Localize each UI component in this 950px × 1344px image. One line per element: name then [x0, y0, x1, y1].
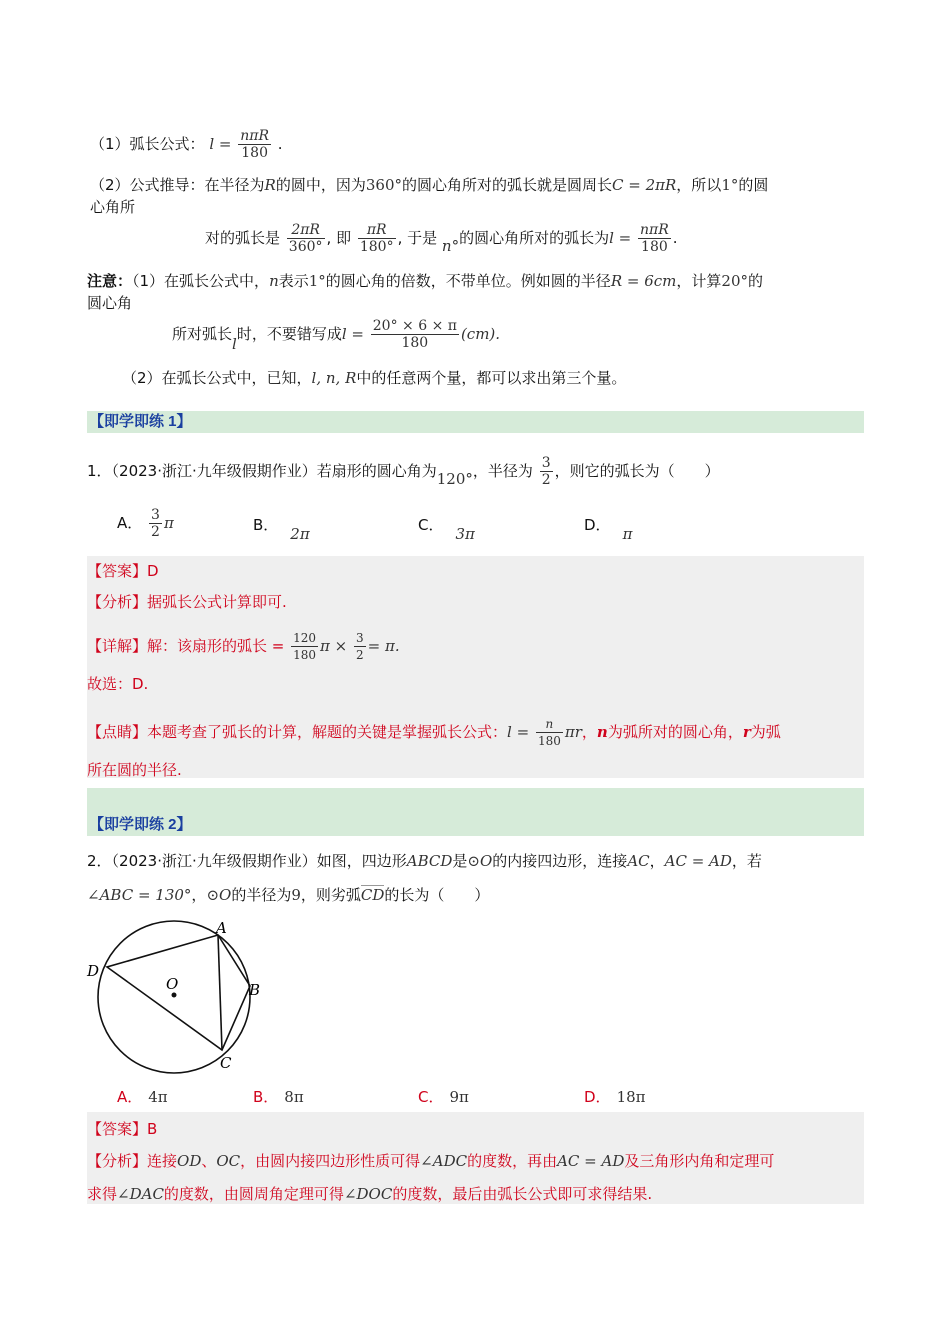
text: ，若 [731, 852, 762, 870]
practice-2-header [87, 788, 864, 836]
option-letter: C． [418, 516, 444, 534]
practice-2-label: 【即学即练 2】 [89, 816, 192, 833]
fraction [238, 128, 271, 161]
answer-1 [87, 561, 159, 581]
fraction-denominator: 180° [359, 239, 394, 255]
fraction-numerator: n [536, 716, 563, 733]
text: 本题考查了弧长的计算，解题的关键是掌握弧长公式： [147, 723, 508, 741]
option-b[interactable] [253, 1087, 304, 1107]
analysis-tag: 【分析】 [87, 593, 148, 611]
practice-1-header [87, 411, 864, 433]
math: R [264, 176, 276, 194]
text: 、 [201, 1152, 217, 1170]
text: 的度数，再由 [467, 1152, 558, 1170]
note-label: 注意： [87, 272, 133, 290]
text: 中的任意两个量，都可以求出第三个量。 [356, 369, 627, 387]
option-c[interactable] [418, 515, 475, 543]
analysis-1 [87, 592, 287, 612]
fraction-numerator: 3 [541, 455, 551, 471]
math: AC = AD [664, 852, 732, 870]
text: 连接 [147, 1152, 178, 1170]
text: 解：该扇形的弧长 = [147, 637, 285, 655]
practice-1-label: 【即学即练 1】 [89, 413, 192, 430]
question-number: 2． [87, 852, 112, 870]
math: ABCD [406, 852, 453, 870]
math: 120° [436, 470, 473, 488]
text: , 即 [326, 229, 352, 247]
math: = π. [367, 637, 400, 655]
text: 对的弧长是 [205, 229, 281, 247]
math: 1° [308, 272, 326, 290]
math: π [163, 514, 174, 532]
fraction [287, 222, 325, 255]
option-letter: B． [253, 516, 279, 534]
analysis-tag: 【分析】 [87, 1152, 148, 1170]
text: ，半径为 [472, 462, 533, 480]
question-1 [87, 455, 720, 488]
derivation-line-2 [90, 197, 135, 217]
math: ∠DOC [343, 1185, 393, 1203]
answer-value: B [147, 1120, 158, 1138]
math: 20° [721, 272, 748, 290]
fraction-denominator: 180 [641, 239, 668, 255]
option-letter: A． [117, 1088, 143, 1106]
text: ，则劣弧 [300, 886, 361, 904]
derivation-line-1 [90, 175, 768, 195]
text: （2）公式推导：在半径为 [90, 176, 265, 194]
text: 所对弧长 [172, 325, 233, 343]
label-d: D [87, 962, 100, 980]
text: 的圆中，因为 [275, 176, 366, 194]
choose-1 [87, 674, 148, 694]
text: . [277, 135, 283, 153]
option-a[interactable] [117, 507, 174, 540]
fraction [536, 716, 563, 749]
math: l = [341, 325, 364, 343]
option-letter: B． [253, 1088, 279, 1106]
fraction-denominator: 180 [401, 335, 429, 351]
math: C = 2πR [612, 176, 677, 194]
math: l = [507, 723, 530, 741]
fraction-numerator: 3 [356, 631, 364, 645]
analysis-2-line-2 [87, 1184, 652, 1204]
answer-tag: 【答案】 [87, 562, 148, 580]
quadrilateral-abcd [107, 935, 250, 1050]
math: l = [609, 229, 632, 247]
text: 时，不要错写成 [236, 325, 342, 343]
text: 的度数，由圆周角定理可得 [163, 1185, 344, 1203]
fraction-denominator: 180 [537, 734, 561, 748]
text: 是 [452, 852, 468, 870]
option-d[interactable] [584, 1087, 646, 1107]
circle-figure [82, 915, 282, 1075]
fraction [371, 318, 459, 351]
text: 的圆心角的倍数，不带单位。例如圆的半径 [325, 272, 611, 290]
note-line-4 [122, 368, 626, 388]
text: 的内接四边形，连接 [492, 852, 628, 870]
comment-tag: 【点睛】 [87, 723, 148, 741]
option-letter: D． [584, 516, 611, 534]
text: （2023·浙江·九年级假期作业）如图，四边形 [111, 852, 407, 870]
math: AC [627, 852, 650, 870]
option-c[interactable] [418, 1087, 469, 1107]
answer-2 [87, 1119, 157, 1139]
text: 心角所 [90, 198, 136, 216]
math: π × [320, 637, 348, 655]
fraction [358, 222, 396, 255]
fraction-denominator: 2 [541, 472, 551, 488]
option-letter: D． [584, 1088, 611, 1106]
fraction-denominator: 2 [151, 524, 160, 540]
fraction-denominator: 2 [356, 648, 364, 662]
text: 为弧所对的圆心角， [607, 723, 743, 741]
fraction [149, 507, 162, 540]
segment-ac [218, 935, 222, 1050]
text: （2023·浙江·九年级假期作业）若扇形的圆心角为 [111, 462, 437, 480]
question-2-line-1 [87, 851, 762, 871]
text: 所在圆的半径. [87, 761, 182, 779]
math: ⊙O [467, 852, 493, 870]
math: OD [177, 1152, 202, 1170]
math: r [742, 723, 751, 741]
option-value: π [622, 525, 633, 543]
math: OC [216, 1152, 241, 1170]
text: （1）在弧长公式中， [132, 272, 270, 290]
derivation-line-3 [205, 222, 678, 255]
option-value: 9π [449, 1088, 469, 1106]
answer-value: D [147, 562, 159, 580]
option-b[interactable] [253, 515, 310, 543]
comment-1 [87, 716, 781, 749]
label-b: B [249, 981, 261, 999]
fraction-numerator: 120 [293, 631, 317, 645]
formula-line-1 [90, 128, 283, 161]
math: n [269, 272, 279, 290]
option-value: 18π [616, 1088, 646, 1106]
math: R = 6cm [610, 272, 677, 290]
text: （2）在弧长公式中，已知， [122, 369, 312, 387]
option-value: 2π [290, 525, 310, 543]
text: ，由圆内接四边形性质可得 [240, 1152, 421, 1170]
text: . [672, 229, 678, 247]
text: ， [649, 852, 665, 870]
fraction-numerator: nπR [240, 128, 270, 144]
math: CD [360, 886, 385, 904]
analysis-2-line-1 [87, 1151, 774, 1171]
fraction [354, 630, 366, 663]
option-value: 8π [284, 1088, 304, 1106]
math: ∠DAC [117, 1185, 164, 1203]
fraction-denominator: 360° [288, 239, 323, 255]
math: ⊙O [206, 886, 232, 904]
math: 9 [291, 886, 301, 904]
fraction-numerator: nπR [640, 222, 669, 238]
question-number: 1． [87, 462, 112, 480]
text: 的长为（ ） [384, 886, 490, 904]
text: 的圆心角所对的弧长为 [459, 229, 610, 247]
fraction [540, 455, 553, 488]
math: 360° [365, 176, 402, 194]
fraction-denominator: 180 [293, 648, 317, 662]
text: 据弧长公式计算即可. [147, 593, 287, 611]
text: 及三角形内角和定理可 [624, 1152, 775, 1170]
text: ， [191, 886, 207, 904]
text: 故选：D. [87, 675, 149, 693]
option-value: 4π [148, 1088, 168, 1106]
answer-tag: 【答案】 [87, 1120, 148, 1138]
option-d[interactable] [584, 515, 633, 543]
text: ，计算 [676, 272, 722, 290]
math: l = [209, 135, 232, 153]
text: 为弧 [750, 723, 781, 741]
text: 表示 [278, 272, 309, 290]
option-a[interactable] [117, 1087, 168, 1107]
text: ，则它的弧长为（ ） [554, 462, 720, 480]
text: ，所以 [676, 176, 722, 194]
math: l [232, 335, 237, 353]
math: πr [564, 723, 582, 741]
fraction-denominator: 180 [241, 145, 268, 161]
option-value: 3π [455, 525, 475, 543]
text: 求得 [87, 1185, 118, 1203]
text: ， [581, 723, 597, 741]
math: ∠ADC [420, 1152, 468, 1170]
option-letter: A． [117, 514, 143, 532]
center-point [172, 993, 177, 998]
fraction [291, 630, 318, 663]
text: , 于是 [397, 229, 438, 247]
text: （1）弧长公式： [90, 135, 205, 153]
fraction-numerator: 3 [151, 507, 160, 523]
text: 的半径为 [231, 886, 292, 904]
note-line-3 [172, 318, 500, 351]
math: n° [441, 237, 460, 255]
math: (cm). [460, 325, 501, 343]
text: 的圆 [738, 176, 769, 194]
option-letter: C． [418, 1088, 444, 1106]
text: 的圆心角所对的弧长就是圆周长 [402, 176, 613, 194]
label-o: O [166, 975, 179, 993]
fraction-numerator: 20° × 6 × π [372, 318, 457, 334]
math: n [596, 723, 608, 741]
detail-1 [87, 630, 400, 663]
math: AC = AD [557, 1152, 625, 1170]
note-line-1 [87, 271, 763, 291]
label-a: A [216, 919, 227, 937]
question-2-line-2 [87, 885, 489, 905]
fraction-numerator: 2πR [287, 222, 325, 239]
note-line-2 [87, 293, 132, 313]
fraction-numerator: πR [358, 222, 396, 239]
label-c: C [220, 1054, 232, 1072]
comment-1-line-2 [87, 760, 182, 780]
math: ∠ABC = 130° [87, 886, 192, 904]
text: 圆心角 [87, 294, 133, 312]
math: 1° [721, 176, 739, 194]
text: 的 [748, 272, 764, 290]
text: 的度数，最后由弧长公式即可求得结果. [392, 1185, 653, 1203]
math: l, n, R [311, 369, 357, 387]
detail-tag: 【详解】 [87, 637, 148, 655]
fraction [638, 222, 671, 255]
